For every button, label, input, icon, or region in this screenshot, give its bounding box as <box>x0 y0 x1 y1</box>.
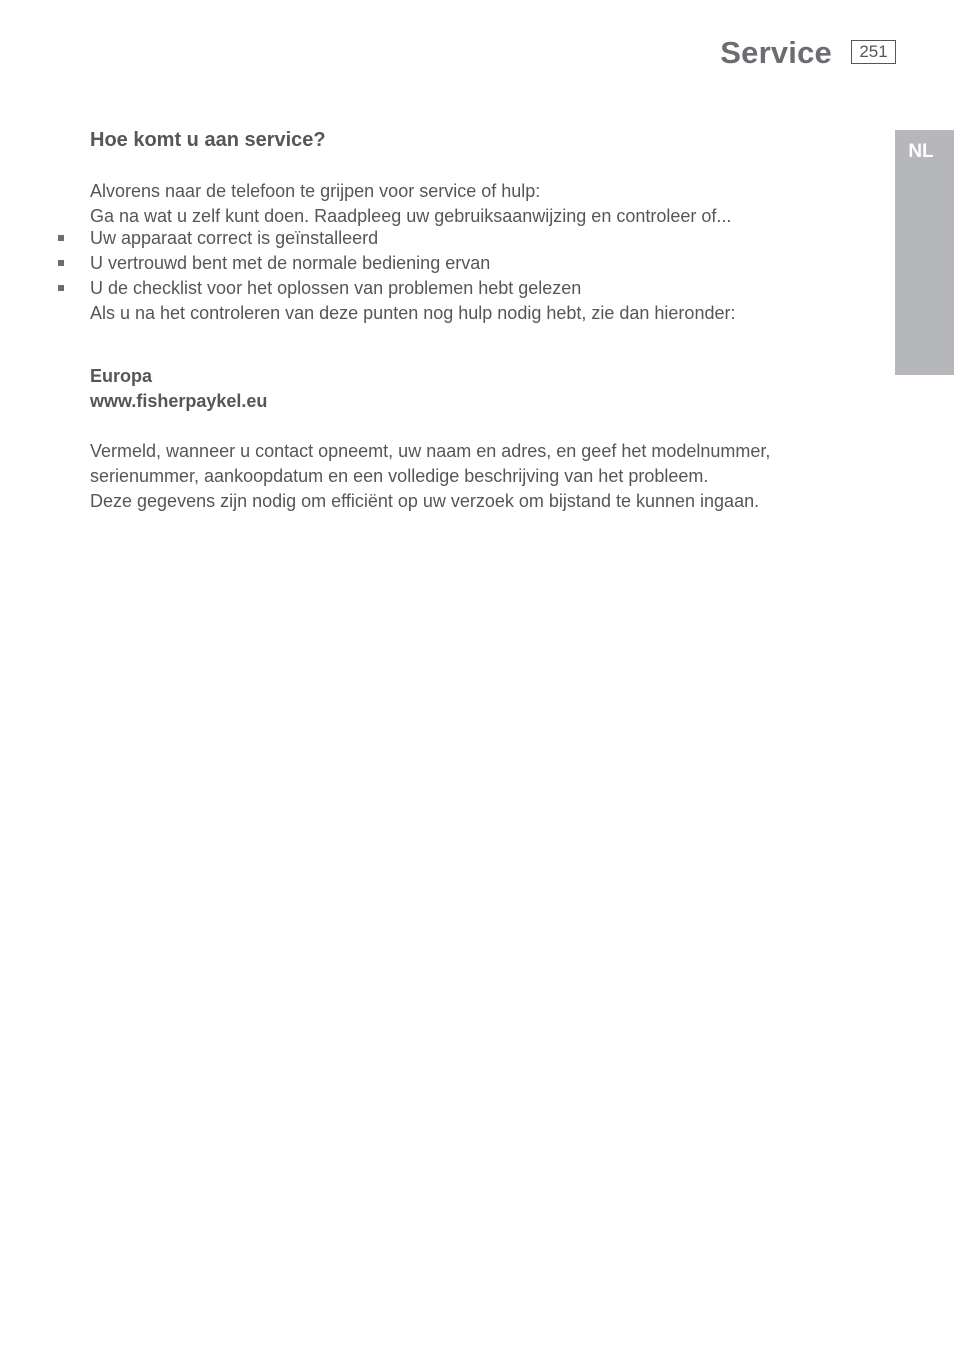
bullet-marker <box>58 235 64 241</box>
instructions-line-1: Vermeld, wanneer u contact opneemt, uw naam en adres, en geef het modelnummer, <box>90 441 771 461</box>
bullet-marker <box>58 260 64 266</box>
bullet-item: U vertrouwd bent met de normale bediening ervan <box>90 253 491 273</box>
page-number-box: 251 <box>851 40 896 64</box>
contact-region: Europa <box>90 366 153 386</box>
section-heading: Hoe komt u aan service? <box>90 129 326 151</box>
instructions-line-2: serienummer, aankoopdatum en een volledige beschrijving van het probleem. <box>90 466 709 486</box>
language-tab-label: NL <box>908 141 934 162</box>
bullet-item: Uw apparaat correct is geïnstalleerd <box>90 228 379 248</box>
instructions-line-3: Deze gegevens zijn nodig om efficiënt op uw verzoek om bijstand te kunnen ingaan. <box>90 491 760 511</box>
contact-website-link[interactable]: www.fisherpaykel.eu <box>90 391 268 411</box>
after-bullets-text: Als u na het controleren van deze punten nog hulp nodig hebt, zie dan hieronder: <box>90 303 736 323</box>
intro-line-2: Ga na wat u zelf kunt doen. Raadpleeg uw gebruiksaanwijzing en controleer of... <box>90 206 732 226</box>
page-title: Service <box>720 35 832 70</box>
intro-line-1: Alvorens naar de telefoon te grijpen voor service of hulp: <box>90 181 541 201</box>
bullet-marker <box>58 285 64 291</box>
bullet-item: U de checklist voor het oplossen van problemen hebt gelezen <box>90 278 582 298</box>
language-tab <box>895 130 954 375</box>
